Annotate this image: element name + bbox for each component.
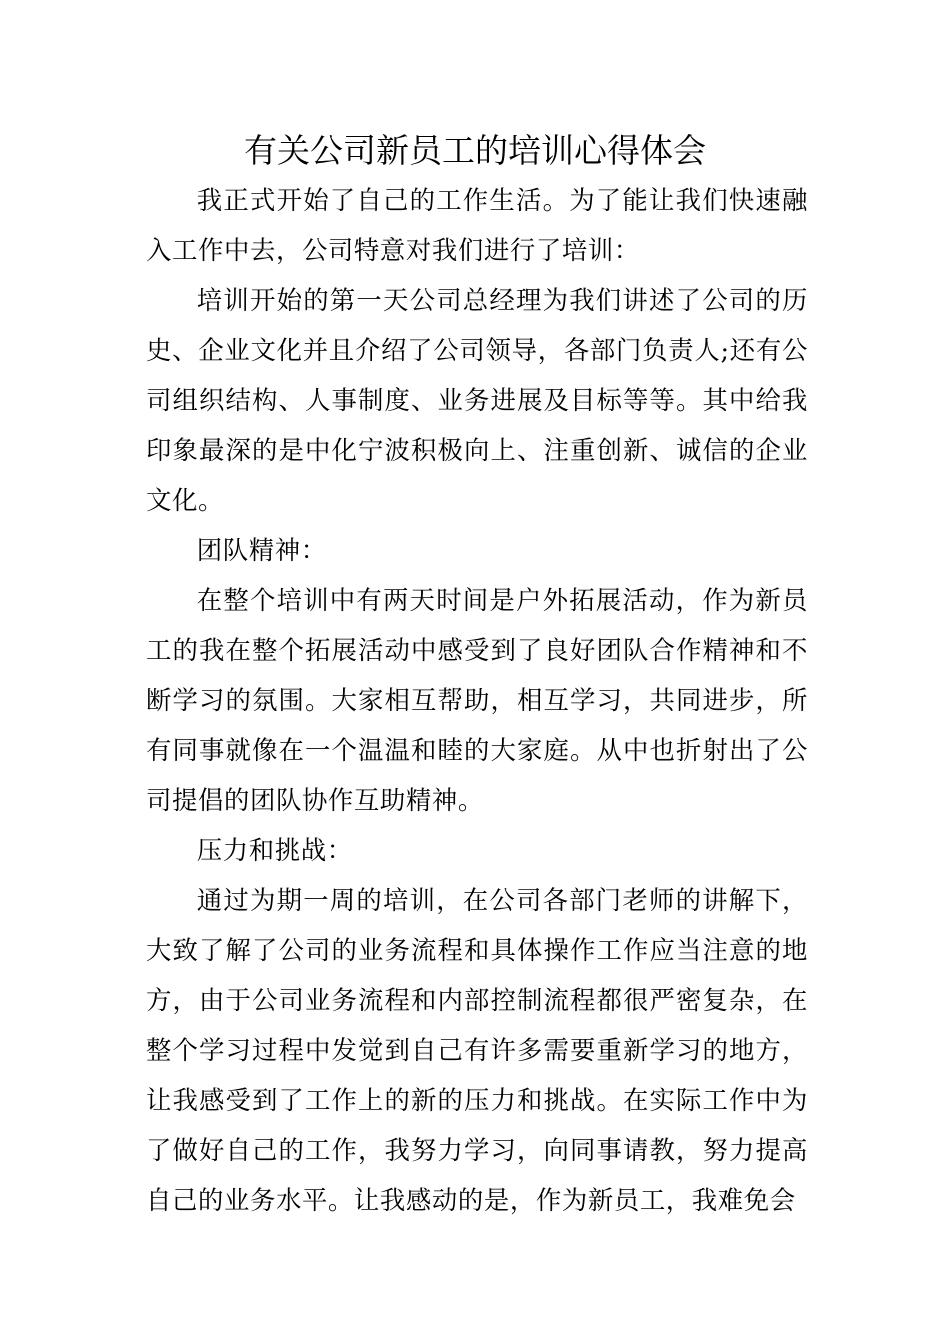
paragraph-pressure: 通过为期一周的培训，在公司各部门老师的讲解下，大致了解了公司的业务流程和具体操作工作应当注意的地方，由于公司业务流程和内部控制流程都很严密复杂，在整个学习过程中发觉到自己有许多需要重新学习的地方，让我感受到了工作上的新的压力和挑战。在实际工作中为了做好自己的工作，我努力学习，向同事请教，努力提高自己的业务水平。让我感动的是，作为新员工，我难免会 xyxy=(146,885,808,1215)
paragraph-team-spirit: 在整个培训中有两天时间是户外拓展活动，作为新员工的我在整个拓展活动中感受到了良好团队合作精神和不断学习的氛围。大家相互帮助，相互学习，共同进步，所有同事就像在一个温温和睦的大家庭。从中也折射出了公司提倡的团队协作互助精神。 xyxy=(146,585,808,815)
section-heading-pressure: 压力和挑战： xyxy=(196,835,353,865)
paragraph-first-day: 培训开始的第一天公司总经理为我们讲述了公司的历史、企业文化并且介绍了公司领导，各部门负责人;还有公司组织结构、人事制度、业务进展及目标等等。其中给我印象最深的是中化宁波积极向上、注重创新、诚信的企业文化。 xyxy=(146,285,808,515)
section-heading-team-spirit: 团队精神： xyxy=(196,535,327,565)
paragraph-intro: 我正式开始了自己的工作生活。为了能让我们快速融入工作中去，公司特意对我们进行了培训： xyxy=(146,185,808,265)
document-body xyxy=(146,175,808,1225)
document-title: 有关公司新员工的培训心得体会 xyxy=(244,131,706,170)
